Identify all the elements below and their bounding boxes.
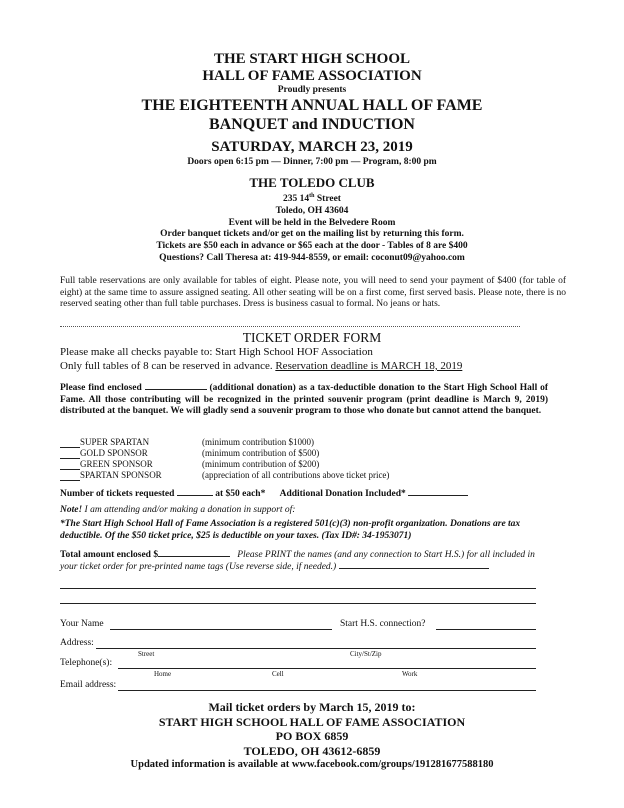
event-title-line-2: BANQUET and INDUCTION <box>209 116 415 133</box>
your-name-field[interactable] <box>110 629 332 630</box>
org-line-2: HALL OF FAME ASSOCIATION <box>202 68 422 84</box>
venue-city: Toledo, OH 43604 <box>275 206 349 217</box>
names-line[interactable] <box>60 588 536 589</box>
sponsor-list <box>60 437 389 481</box>
names-field[interactable] <box>339 568 489 569</box>
table-reservation-note: Full table reservations are only available for tables of eight. Please note, you will need to send your payment of $400 (for table of eight) at the same time to assure assigned seating. All other seating will be on a first come, first served basis. Please note, there is no reserved seating other than full table purchases. Dress is business casual to formal. No jeans or hats. <box>60 276 566 309</box>
address-field[interactable] <box>96 648 536 649</box>
connection-field[interactable] <box>436 629 536 630</box>
divider <box>60 326 520 327</box>
sponsor-checkbox[interactable] <box>60 470 80 481</box>
mail-by-line: Mail ticket orders by March 15, 2019 to: <box>208 700 416 714</box>
mail-to-org: START HIGH SCHOOL HALL OF FAME ASSOCIATION <box>158 714 466 729</box>
total-amount-field[interactable] <box>158 556 230 557</box>
venue-name: THE TOLEDO CLUB <box>249 175 375 190</box>
address-label: Address: <box>60 638 94 648</box>
event-date: SATURDAY, MARCH 23, 2019 <box>211 139 413 155</box>
org-line-1: THE START HIGH SCHOOL <box>213 51 411 67</box>
order-info-line-3: Questions? Call Theresa at: 419-944-8559, or email: coconut09@yahoo.com <box>159 253 465 263</box>
venue <box>0 175 624 229</box>
email-field[interactable] <box>118 690 536 691</box>
event-schedule: Doors open 6:15 pm — Dinner, 7:00 pm — Program, 8:00 pm <box>187 157 437 167</box>
header <box>0 51 624 168</box>
city-st-zip-label: City/St/Zip <box>350 650 382 658</box>
sponsor-checkbox[interactable] <box>60 437 80 448</box>
order-info <box>0 228 624 264</box>
sponsor-checkbox[interactable] <box>60 459 80 470</box>
checks-payable: Please make all checks payable to: Start High School HOF Association <box>60 346 373 358</box>
donation-paragraph: Please find enclosed (additional donation) as a tax-deductible donation to the Start High School Hall of Fame. All those contributing will be recognized in the printed souvenir program (print deadline is March 9, 2019) distributed at the banquet. We will gladly send a souvenir program to those who donate but cannot attend the banquet. <box>60 383 548 416</box>
mail-po-box: PO BOX 6859 <box>275 729 349 743</box>
reservation-line: Only full tables of 8 can be reserved in advance. Reservation deadline is MARCH 18, 2019 <box>60 360 463 372</box>
sponsor-row[interactable]: SUPER SPARTAN (minimum contribution $1000) <box>60 437 389 448</box>
facebook-link[interactable]: Updated information is available at www.facebook.com/groups/191281677588180 <box>130 759 494 770</box>
order-info-line-2: Tickets are $50 each in advance or $65 each at the door - Tables of 8 are $400 <box>156 241 468 251</box>
sponsor-row[interactable]: SPARTAN SPONSOR (appreciation of all contributions above ticket price) <box>60 470 389 481</box>
work-label: Work <box>402 670 418 678</box>
sponsor-row[interactable]: GREEN SPONSOR (minimum contribution of $200) <box>60 459 389 470</box>
reservation-deadline: Reservation deadline is MARCH 18, 2019 <box>275 360 463 372</box>
sponsor-checkbox[interactable] <box>60 448 80 459</box>
tickets-row: Number of tickets requested at $50 each* Additional Donation Included* <box>60 489 468 501</box>
street-label: Street <box>138 650 155 658</box>
telephone-label: Telephone(s): <box>60 658 113 668</box>
your-name-label: Your Name <box>60 619 104 629</box>
footer <box>0 700 624 773</box>
venue-room: Event will be held in the Belvedere Room <box>228 218 396 229</box>
tax-note: *The Start High School Hall of Fame Association is a registered 501(c)(3) non-profit organization. Donations are tax deductible. Of the $50 ticket price, $25 is deductible on your taxes. (Tax ID#: 34-1953071) <box>60 519 521 541</box>
additional-donation-field[interactable] <box>408 495 468 496</box>
sponsor-row[interactable]: GOLD SPONSOR (minimum contribution of $500) <box>60 448 389 459</box>
email-label: Email address: <box>60 680 117 690</box>
names-line[interactable] <box>60 603 536 604</box>
proudly-presents: Proudly presents <box>277 85 347 95</box>
total-paragraph: Total amount enclosed $ Please PRINT the names (and any connection to Start H.S.) for all included in your ticket order for pre-printed name tags (Use reverse side, if needed.) <box>60 550 535 572</box>
home-label: Home <box>154 670 172 678</box>
donation-amount-field[interactable] <box>145 389 207 390</box>
venue-street: 235 14th Street <box>283 193 341 205</box>
order-info-line-1: Order banquet tickets and/or get on the mailing list by returning this form. <box>160 229 464 239</box>
connection-label: Start H.S. connection? <box>340 619 426 629</box>
form-title: TICKET ORDER FORM <box>242 330 382 345</box>
note-line: Note! I am attending and/or making a donation in support of: <box>60 505 296 515</box>
telephone-field[interactable] <box>118 668 536 669</box>
tickets-count-field[interactable] <box>177 495 213 496</box>
event-title-line-1: THE EIGHTEENTH ANNUAL HALL OF FAME <box>141 97 483 114</box>
mail-city: TOLEDO, OH 43612-6859 <box>243 743 381 758</box>
cell-label: Cell <box>272 670 284 678</box>
